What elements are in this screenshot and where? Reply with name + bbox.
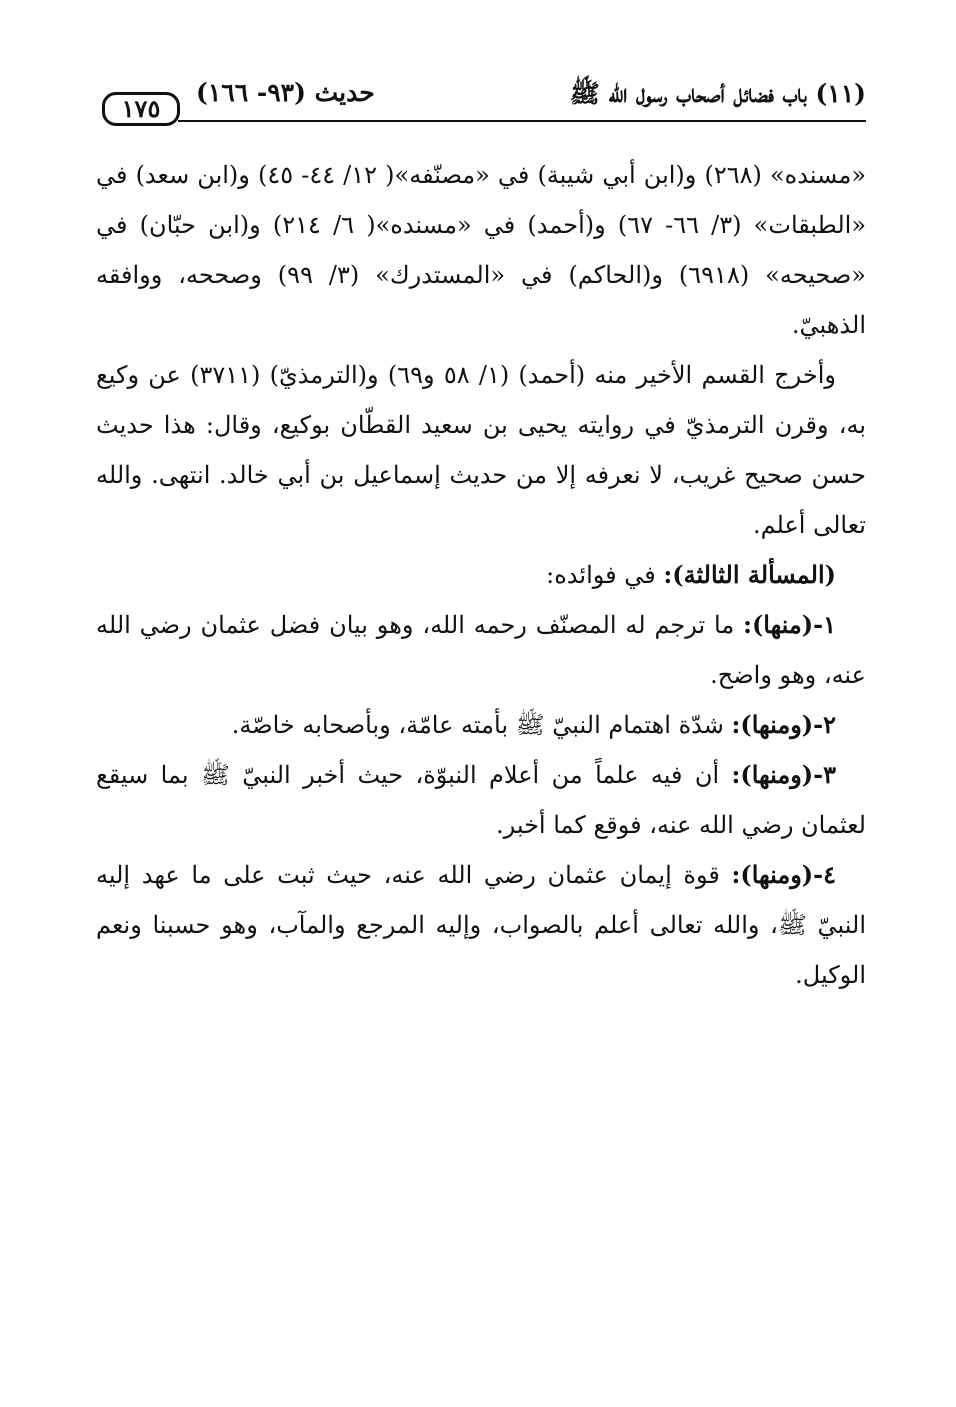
third-issue-text: في فوائده: bbox=[546, 561, 664, 589]
paragraph-takhrij: وأخرج القسم الأخير منه (أحمد) (١/ ٥٨ و٦٩) و(الترمذيّ) (٣٧١١) عن وكيع به، وقرن الترمذيّ في روايته يحيى بن سعيد القطّان بوكيع، وقال: هذا حديث حسن صحيح غريب، لا نعرفه إلا من حديث إسماعيل بن أبي خالد. انتهى. والله تعالى أعلم. bbox=[96, 361, 866, 539]
benefit-3-text: أن فيه علماً من أعلام النبوّة، حيث أخبر النبيّ ﷺ بما سيقع لعثمان رضي الله عنه، فوقع كما أخبر. bbox=[96, 761, 866, 839]
page-number: ١٧٥ bbox=[102, 92, 180, 126]
hadith-range: حديث (٩٣- ١٦٦) bbox=[196, 78, 375, 107]
benefit-2-label: ٢-(ومنها): bbox=[731, 710, 836, 739]
page-body bbox=[96, 150, 866, 1000]
benefit-2 bbox=[96, 700, 866, 750]
benefit-4-text: قوة إيمان عثمان رضي الله عنه، حيث ثبت على ما عهد إليه النبيّ ﷺ، والله تعالى أعلم بالصواب، وإليه المرجع والمآب، وهو حسبنا ونعم الوكيل. bbox=[96, 861, 866, 989]
header-divider bbox=[178, 120, 866, 122]
paragraph-sources: «مسنده» (٢٦٨) و(ابن أبي شيبة) في «مصنّفه»( ١٢/ ٤٤- ٤٥) و(ابن سعد) في «الطبقات» (٣/ ٦٦- ٦٧) و(أحمد) في «مسنده»( ٦/ ٢١٤) و(ابن حبّان) في «صحيحه» (٦٩١٨) و(الحاكم) في «المستدرك» (٣/ ٩٩) وصححه، ووافقه الذهبيّ. bbox=[96, 161, 867, 339]
benefit-3-label: ٣-(ومنها): bbox=[731, 760, 836, 789]
benefit-1 bbox=[96, 600, 866, 700]
chapter-title: (١١) باب فضائل أصحاب رسول الله ﷺ bbox=[569, 79, 866, 108]
benefit-1-text: ما ترجم له المصنّف رحمه الله، وهو بيان فضل عثمان رضي الله عنه، وهو واضح. bbox=[96, 611, 866, 689]
benefit-3 bbox=[96, 750, 866, 850]
benefit-1-label: ١-(منها): bbox=[743, 610, 836, 639]
benefit-4 bbox=[96, 850, 866, 1000]
page-header bbox=[96, 70, 866, 130]
third-issue-label: (المسألة الثالثة): bbox=[663, 560, 836, 589]
paragraph-third-issue bbox=[96, 550, 866, 600]
benefit-2-text: شدّة اهتمام النبيّ ﷺ بأمته عامّة، وبأصحابه خاصّة. bbox=[231, 711, 732, 739]
benefit-4-label: ٤-(ومنها): bbox=[731, 860, 836, 889]
